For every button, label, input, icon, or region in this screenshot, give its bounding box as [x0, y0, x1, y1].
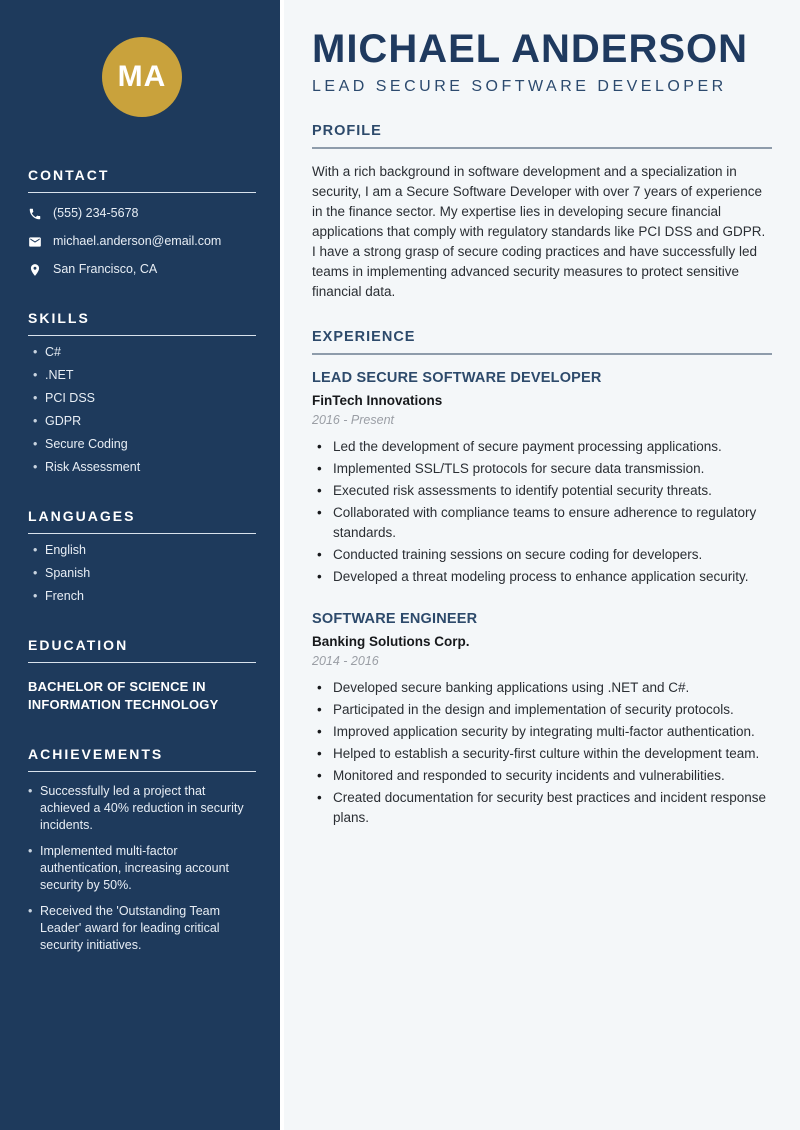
job-entry: [312, 370, 772, 587]
section-divider: [28, 771, 256, 772]
avatar-initials: MA: [117, 60, 167, 93]
avatar: [102, 37, 182, 117]
role-subtitle: LEAD SECURE SOFTWARE DEVELOPER: [312, 78, 727, 95]
experience-heading: EXPERIENCE: [312, 329, 416, 345]
job-bullet: • Monitored and responded to security incidents and vulnerabilities.: [317, 766, 772, 786]
contact-email-text: michael.anderson@email.com: [53, 234, 222, 248]
job-bullet: • Executed risk assessments to identify potential security threats.: [317, 481, 772, 501]
language-item: • Spanish: [33, 566, 256, 581]
contact-phone-text: (555) 234-5678: [53, 206, 139, 220]
achievement-item: • Received the 'Outstanding Team Leader' award for leading critical security initiatives.: [28, 903, 256, 954]
section-divider: [28, 335, 256, 336]
job-bullet: • Improved application security by integrating multi-factor authentication.: [317, 722, 772, 742]
job-bullets: [312, 678, 772, 828]
skill-item: • .NET: [33, 368, 256, 383]
achievement-item: • Implemented multi-factor authentication, increasing account security by 50%.: [28, 843, 256, 894]
location-icon: [28, 263, 42, 277]
skills-section: [28, 310, 256, 475]
achievements-section: [28, 746, 256, 954]
profile-text: With a rich background in software development and a specialization in security, I am a Secure Software Developer with over 7 years of experience in the finance sector. My expertise lies in developing secure financial applications that comply with regulatory standards like PCI DSS and GDPR. I have a strong grasp of secure coding practices and have successfully led teams in implementing advanced security measures to protect sensitive financial data.: [312, 164, 766, 299]
education-section: [28, 637, 256, 713]
email-icon: [28, 235, 42, 249]
job-dates: 2016 - Present: [312, 413, 394, 427]
section-divider: [28, 662, 256, 663]
skill-item: • Secure Coding: [33, 437, 256, 452]
skill-item: • GDPR: [33, 414, 256, 429]
education-heading: EDUCATION: [28, 637, 129, 653]
job-bullet: • Collaborated with compliance teams to ensure adherence to regulatory standards.: [317, 503, 772, 543]
job-company: FinTech Innovations: [312, 393, 443, 408]
job-bullet: • Helped to establish a security-first culture within the development team.: [317, 744, 772, 764]
degree-title: BACHELOR OF SCIENCE IN INFORMATION TECHNOLOGY: [28, 679, 219, 712]
experience-section: [312, 329, 772, 828]
profile-heading: PROFILE: [312, 123, 382, 139]
job-bullet: • Implemented SSL/TLS protocols for secure data transmission.: [317, 459, 772, 479]
contact-heading: CONTACT: [28, 167, 110, 183]
phone-icon: [28, 207, 42, 221]
job-company: Banking Solutions Corp.: [312, 634, 470, 649]
profile-section: [312, 123, 772, 302]
skills-list: [28, 345, 256, 475]
job-title: LEAD SECURE SOFTWARE DEVELOPER: [312, 370, 602, 386]
name-heading: MICHAEL ANDERSON: [312, 27, 749, 71]
section-divider: [312, 353, 772, 355]
achievements-list: [28, 783, 256, 954]
job-bullet: • Participated in the design and implementation of security protocols.: [317, 700, 772, 720]
skill-item: • C#: [33, 345, 256, 360]
job-bullet: • Led the development of secure payment processing applications.: [317, 437, 772, 457]
achievement-item: • Successfully led a project that achieved a 40% reduction in security incidents.: [28, 783, 256, 834]
job-title: SOFTWARE ENGINEER: [312, 611, 478, 627]
contact-section: [28, 167, 256, 277]
job-dates: 2014 - 2016: [312, 654, 379, 668]
job-bullet: • Created documentation for security best practices and incident response plans.: [317, 788, 772, 828]
sidebar: [0, 0, 280, 1130]
main-content: [280, 0, 800, 1130]
section-divider: [28, 533, 256, 534]
job-bullet: • Developed a threat modeling process to enhance application security.: [317, 567, 772, 587]
languages-section: [28, 508, 256, 604]
contact-item-email: [28, 234, 256, 249]
language-item: • English: [33, 543, 256, 558]
job-entry: [312, 611, 772, 828]
section-divider: [28, 192, 256, 193]
languages-heading: LANGUAGES: [28, 508, 136, 524]
skill-item: • PCI DSS: [33, 391, 256, 406]
job-bullet: • Developed secure banking applications using .NET and C#.: [317, 678, 772, 698]
contact-item-phone: [28, 206, 256, 221]
languages-list: [28, 543, 256, 604]
achievements-heading: ACHIEVEMENTS: [28, 746, 164, 762]
language-item: • French: [33, 589, 256, 604]
skill-item: • Risk Assessment: [33, 460, 256, 475]
job-bullet: • Conducted training sessions on secure coding for developers.: [317, 545, 772, 565]
section-divider: [312, 147, 772, 149]
contact-location-text: San Francisco, CA: [53, 262, 158, 276]
contact-item-location: [28, 262, 256, 277]
job-bullets: [312, 437, 772, 587]
skills-heading: SKILLS: [28, 310, 90, 326]
